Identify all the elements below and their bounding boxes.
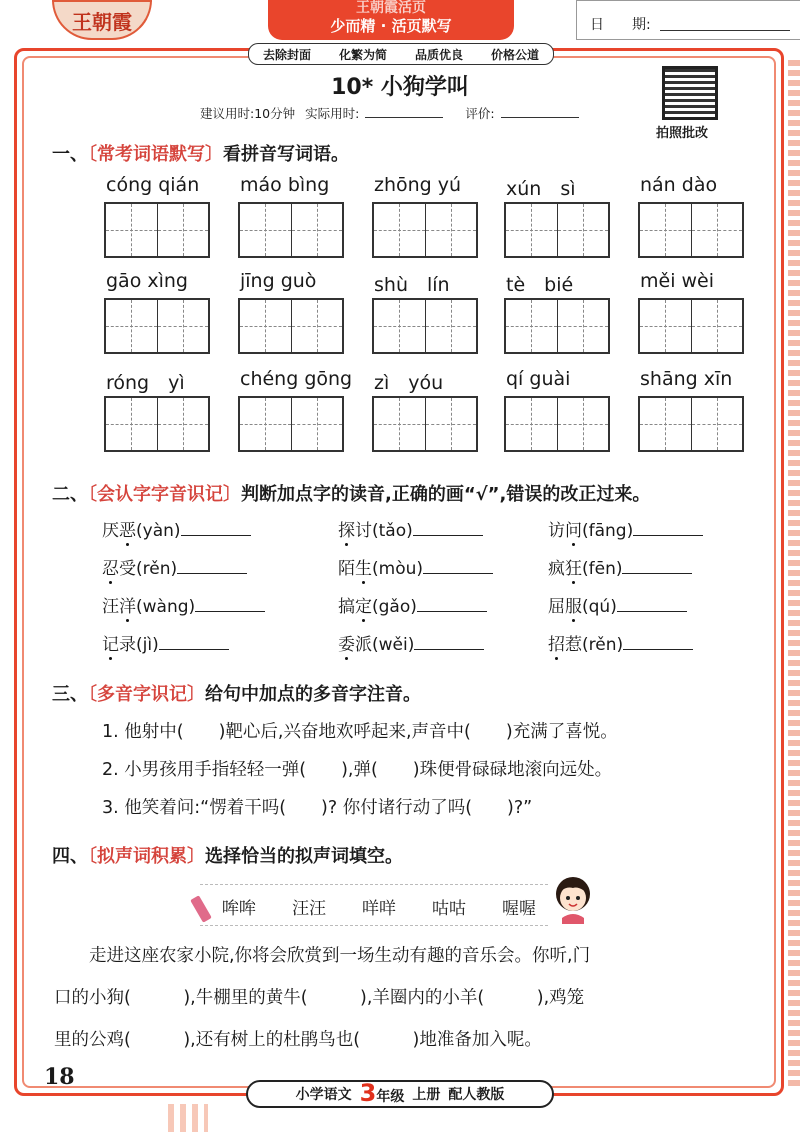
item-char: 记: [102, 635, 119, 655]
slogan: 去除封面: [262, 47, 311, 62]
item-char: 招: [548, 635, 565, 655]
polyphone-sentence[interactable]: 2. 小男孩用手指轻轻一弹( ),弹( )珠便骨碌碌地滚向远处。: [102, 760, 613, 780]
item-pinyin: (rěn): [136, 559, 178, 579]
pronunciation-item: [102, 554, 247, 579]
section-instruction: 选择恰当的拟声词填空。: [205, 846, 403, 867]
item-pinyin: (yàn): [136, 521, 181, 541]
character-cell[interactable]: [240, 300, 292, 352]
item-char: 搞: [338, 597, 355, 617]
item-pinyin: (mòu): [372, 559, 423, 579]
item-pinyin: (fēn): [582, 559, 623, 579]
character-cell[interactable]: [106, 300, 158, 352]
section4-heading: [52, 842, 403, 868]
item-char: 服: [565, 597, 582, 617]
answer-blank[interactable]: [617, 595, 687, 612]
writing-box[interactable]: [504, 202, 610, 258]
suggested-time: 建议用时:10分钟: [200, 106, 296, 121]
answer-blank[interactable]: [177, 557, 247, 574]
writing-box[interactable]: [372, 298, 478, 354]
grade-number: 3: [359, 1078, 377, 1107]
section-tag: 〔拟声词积累〕: [88, 846, 205, 867]
character-cell[interactable]: [158, 398, 209, 450]
decorative-stripes: [168, 1104, 208, 1132]
writing-box[interactable]: [372, 202, 478, 258]
passage-line: 走进这座农家小院,你将会欣赏到一场生动有趣的音乐会。你听,门: [54, 946, 591, 966]
character-cell[interactable]: [106, 398, 158, 450]
item-char: 洋: [119, 597, 136, 617]
pinyin-label: zhōng yú: [374, 174, 462, 196]
grade-label: 年级: [376, 1088, 405, 1105]
writing-box[interactable]: [238, 202, 344, 258]
pronunciation-item: [102, 516, 251, 541]
evaluation-field[interactable]: [501, 105, 579, 118]
word-option: 喔喔: [502, 899, 536, 919]
qr-label: 拍照批改: [656, 126, 709, 141]
section-instruction: 判断加点字的读音,正确的画“√”,错误的改正过来。: [241, 484, 651, 505]
answer-blank[interactable]: [181, 519, 251, 536]
pinyin-label: cóng qián: [106, 174, 200, 196]
polyphone-sentence[interactable]: 3. 他笑着问:“愣着干吗( )? 你付诸行动了吗( )?”: [102, 798, 533, 818]
item-char: 委: [338, 635, 355, 655]
pinyin-label: qí guài: [506, 368, 571, 390]
character-cell[interactable]: [292, 398, 343, 450]
character-cell[interactable]: [374, 398, 426, 450]
writing-box[interactable]: [504, 298, 610, 354]
item-char: 忍: [102, 559, 119, 579]
answer-blank[interactable]: [159, 633, 229, 650]
section-instruction: 给句中加点的多音字注音。: [205, 684, 421, 705]
answer-blank[interactable]: [195, 595, 265, 612]
word-option: 咩咩: [362, 899, 396, 919]
term-label: 上册: [412, 1087, 441, 1103]
writing-box[interactable]: [372, 396, 478, 452]
writing-box[interactable]: [638, 202, 744, 258]
writing-box[interactable]: [638, 396, 744, 452]
slogan: 价格公道: [490, 47, 539, 62]
character-cell[interactable]: [158, 300, 209, 352]
character-cell[interactable]: [158, 204, 209, 256]
character-cell[interactable]: [558, 204, 609, 256]
answer-blank[interactable]: [417, 595, 487, 612]
date-label: 日 期:: [590, 17, 651, 33]
character-cell[interactable]: [506, 398, 558, 450]
item-pinyin: (fāng): [582, 521, 634, 541]
answer-blank[interactable]: [633, 519, 703, 536]
item-char: 探: [338, 521, 355, 541]
actual-time-field[interactable]: [365, 105, 443, 118]
item-char: 汪: [102, 597, 119, 617]
item-char: 问: [565, 521, 582, 541]
character-cell[interactable]: [106, 204, 158, 256]
lesson-title: 10* 小狗学叫: [331, 75, 469, 100]
character-cell[interactable]: [374, 204, 426, 256]
binding-stripe: [788, 60, 800, 1090]
item-char: 讨: [355, 521, 372, 541]
banner-title: 王朝霞活页: [356, 0, 426, 16]
item-pinyin: (wěi): [372, 635, 415, 655]
passage-line[interactable]: 里的公鸡( ),还有树上的杜鹃鸟也( )地准备加入呢。: [54, 1030, 542, 1050]
word-option: 哞哞: [222, 899, 256, 919]
character-cell[interactable]: [240, 204, 292, 256]
item-pinyin: (jì): [136, 635, 159, 655]
writing-box[interactable]: [104, 298, 210, 354]
pronunciation-item: [338, 630, 484, 655]
section-instruction: 看拼音写词语。: [223, 144, 349, 165]
character-cell[interactable]: [426, 204, 477, 256]
polyphone-sentence[interactable]: 1. 他射中( )靶心后,兴奋地欢呼起来,声音中( )充满了喜悦。: [102, 722, 618, 742]
character-cell[interactable]: [374, 300, 426, 352]
character-cell[interactable]: [558, 398, 609, 450]
section-number: 三、: [52, 684, 88, 705]
pinyin-label: zì yóu: [374, 372, 444, 394]
writing-box[interactable]: [504, 396, 610, 452]
pronunciation-item: [102, 630, 229, 655]
footer-subject: 小学语文: [295, 1087, 352, 1103]
section-number: 二、: [52, 484, 88, 505]
item-char: 访: [548, 521, 565, 541]
item-char: 惹: [565, 635, 582, 655]
slogan: 品质优良: [414, 47, 463, 62]
answer-blank[interactable]: [423, 557, 493, 574]
writing-box[interactable]: [104, 396, 210, 452]
pronunciation-item: [102, 592, 265, 617]
writing-box[interactable]: [238, 298, 344, 354]
edition-label: 配人教版: [448, 1087, 505, 1103]
character-cell[interactable]: [292, 204, 343, 256]
character-cell[interactable]: [240, 398, 292, 450]
character-cell[interactable]: [692, 300, 743, 352]
girl-cartoon-icon: [552, 874, 594, 924]
section-tag: 〔多音字识记〕: [88, 684, 205, 705]
page-number: 18: [44, 1064, 75, 1090]
item-pinyin: (wàng): [136, 597, 196, 617]
item-char: 陌: [338, 559, 355, 579]
writing-box[interactable]: [104, 202, 210, 258]
section1-heading: [52, 140, 349, 166]
character-cell[interactable]: [640, 398, 692, 450]
slogan: 化繁为简: [338, 47, 387, 62]
character-cell[interactable]: [426, 398, 477, 450]
qr-code-icon[interactable]: [662, 66, 718, 120]
banner-subtitle: 少而精 · 活页默写: [330, 17, 452, 35]
section-tag: 〔会认字字音识记〕: [88, 484, 241, 505]
pronunciation-item: [548, 592, 687, 617]
pinyin-label: chéng gōng: [240, 368, 353, 390]
item-char: 派: [355, 635, 372, 655]
character-cell[interactable]: [692, 204, 743, 256]
item-char: 定: [355, 597, 372, 617]
section-number: 四、: [52, 846, 88, 867]
brand-name: 王朝霞: [72, 9, 132, 34]
character-cell[interactable]: [426, 300, 477, 352]
pronunciation-item: [338, 592, 487, 617]
section-tag: 〔常考词语默写〕: [88, 144, 223, 165]
writing-box[interactable]: [638, 298, 744, 354]
item-char: 恶: [119, 521, 136, 541]
answer-blank[interactable]: [414, 633, 484, 650]
pronunciation-item: [338, 554, 493, 579]
character-cell[interactable]: [292, 300, 343, 352]
pinyin-label: měi wèi: [640, 270, 715, 292]
pronunciation-item: [548, 554, 692, 579]
pinyin-label: xún sì: [506, 178, 576, 200]
item-char: 厌: [102, 521, 119, 541]
word-option: 汪汪: [292, 899, 326, 919]
header-banner: [268, 0, 514, 40]
brand-logo: [52, 0, 152, 40]
pinyin-label: gāo xìng: [106, 270, 188, 292]
evaluation-label: 评价:: [465, 106, 495, 121]
time-meta: [200, 104, 585, 122]
character-cell[interactable]: [692, 398, 743, 450]
character-cell[interactable]: [506, 204, 558, 256]
actual-time-label: 实际用时:: [305, 106, 360, 121]
pinyin-label: máo bìng: [240, 174, 330, 196]
character-cell[interactable]: [640, 300, 692, 352]
item-char: 受: [119, 559, 136, 579]
item-pinyin: (rěn): [582, 635, 624, 655]
answer-blank[interactable]: [413, 519, 483, 536]
word-option: 咕咕: [432, 899, 466, 919]
pinyin-label: shāng xīn: [640, 368, 733, 390]
section2-heading: [52, 480, 650, 506]
pinyin-label: tè bié: [506, 274, 574, 296]
character-cell[interactable]: [558, 300, 609, 352]
item-char: 录: [119, 635, 136, 655]
character-cell[interactable]: [640, 204, 692, 256]
section-number: 一、: [52, 144, 88, 165]
footer-badge: [246, 1080, 554, 1108]
item-char: 狂: [565, 559, 582, 579]
pinyin-label: róng yì: [106, 372, 185, 394]
pinyin-label: jīng guò: [240, 270, 317, 292]
item-char: 生: [355, 559, 372, 579]
passage-line[interactable]: 口的小狗( ),牛棚里的黄牛( ),羊圈内的小羊( ),鸡笼: [54, 988, 585, 1008]
date-field[interactable]: [660, 30, 790, 31]
writing-box[interactable]: [238, 396, 344, 452]
pinyin-label: nán dào: [640, 174, 718, 196]
slogan-bar: [248, 43, 554, 65]
pronunciation-item: [338, 516, 483, 541]
pinyin-label: shù lín: [374, 274, 450, 296]
pronunciation-item: [548, 516, 703, 541]
answer-blank[interactable]: [623, 633, 693, 650]
answer-blank[interactable]: [622, 557, 692, 574]
item-char: 屈: [548, 597, 565, 617]
character-cell[interactable]: [506, 300, 558, 352]
item-pinyin: (gǎo): [372, 597, 417, 617]
item-pinyin: (tǎo): [372, 521, 413, 541]
item-pinyin: (qú): [582, 597, 617, 617]
section3-heading: [52, 680, 421, 706]
pronunciation-item: [548, 630, 693, 655]
item-char: 疯: [548, 559, 565, 579]
